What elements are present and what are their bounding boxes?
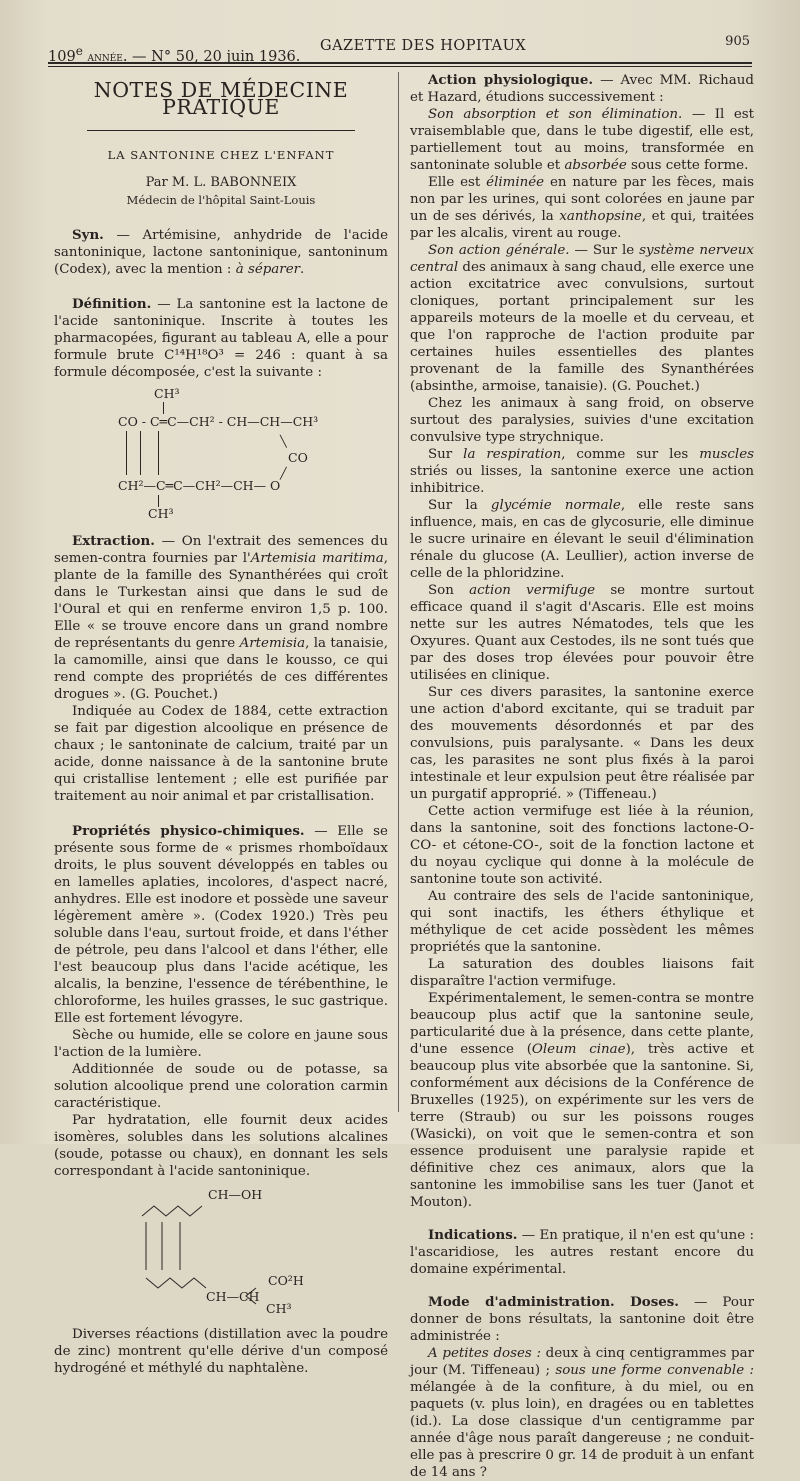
page-number: 905	[725, 34, 750, 49]
left-column	[54, 78, 388, 1377]
properties-paragraph-2: Sèche ou humide, elle se colore en jaune sous l'action de la lumière.	[54, 1028, 388, 1060]
vermifuge-paragraph: Son action vermifuge se montre surtout efficace quand il s'agit d'Ascaris. Elle est moins nette sur les autres Nématodes, tels que les Oxyures. Quant aux Cestodes, ils ne sont tués que par des doses trop élevées pour pouvoir être utilisées en clinique.	[410, 583, 754, 683]
general-action-paragraph: Son action générale. — Sur le système nerveux central des animaux à sang chaud, elle exerce une action excitatrice avec convulsions, surtout cloniques, portant principalement sur les appareils moteurs de la moelle et du cerveau, et que l'on rapproche de l'action produite par certaines huiles essentielles des plantes provenant de la famille des Synanthérées (absinthe, armoise, tanaisie). (G. Pouchet.)	[410, 243, 754, 394]
elimination-paragraph: Elle est éliminée en nature par les fèces, mais non par les urines, qui sont colorées en jaune par un de ses dérivés, la xanthopsine, et qui, traitées par les alcalis, virent au rouge.	[410, 175, 754, 241]
synonyms-paragraph: Syn. — Artémisine, anhydride de l'acide santoninique, lactone santoninique, santoninum (Codex), avec la mention : à séparer.	[54, 227, 388, 277]
properties-paragraph-3: Additionnée de soude ou de potasse, sa solution alcoolique prend une coloration carmin caractéristique.	[54, 1062, 388, 1111]
article-title: LA SANTONINE CHEZ L'ENFANT	[107, 148, 335, 162]
header-rule-thin	[48, 66, 752, 67]
administration-paragraph: Mode d'administration. Doses. — Pour donner de bons résultats, la santonine doit être administrée :	[410, 1294, 754, 1344]
article-author: Par M. L. BABONNEIX	[145, 175, 297, 190]
santonin-structural-formula: CH³ CO - C═C—CH² - CH—CH—CH³ ╲ CO ╱ CH²—C═C—CH²—CH— O CH³	[118, 386, 319, 521]
doses-paragraph: A petites doses : deux à cinq centigrammes par jour (M. Tiffeneau) ; sous une forme convenable : mélangée à de la confiture, à du miel, ou en paquets (v. plus loin), en dragées ou en tablettes (id.). La dose classique d'un centigramme par année d'âge nous paraît dangereuse ; ne conduit-elle pas à prescrire 0 gr. 14 de produit à un enfant de 14 ans ?	[410, 1346, 754, 1480]
properties-paragraph: Propriétés physico-chimiques. — Elle se présente sous forme de « prismes rhomboïdaux droits, le plus souvent développés en tables ou en lamelles aplaties, incolores, d'aspect nacré, anhydres. Elle est inodore et possède une saveur légèrement amère ». (Codex 1920.) Très peu soluble dans l'eau, surtout froide, et dans l'éther de pétrole, peu dans l'alcool et dans l'éther, elle l'est beaucoup plus dans l'acide acétique, les alcalis, la benzine, l'essence de térébenthine, le chloroforme, les huiles grasses, le suc gastrique. Elle est fortement lévogyre.	[54, 823, 388, 1026]
saturation-paragraph: La saturation des doubles liaisons fait disparaître l'action vermifuge.	[410, 957, 754, 989]
cold-blooded-paragraph: Chez les animaux à sang froid, on observe surtout des paralysies, suivies d'une excitation convulsive type strychnique.	[410, 396, 754, 445]
journal-name: GAZETTE DES HOPITAUX	[320, 38, 527, 54]
respiration-paragraph: Sur la respiration, comme sur les muscles striés ou lisses, la santonine exerce une action inhibitrice.	[410, 447, 754, 496]
action-paragraph: Action physiologique. — Avec MM. Richaud et Hazard, étudions successivement :	[410, 72, 754, 105]
indications-paragraph: Indications. — En pratique, il n'en est qu'une : l'ascaridiose, les autres restant encore du domaine expérimental.	[410, 1227, 754, 1277]
extraction-paragraph: Extraction. — On l'extrait des semences du semen-contra fournies par l'Artemisia maritima, plante de la famille des Synanthérées qui croît dans le Turkestan ainsi que dans le sud de l'Oural et qui en renferme environ 1,5 p. 100. Elle « se trouve encore dans un grand nombre de représentants du genre Artemisia, la tanaisie, la camomille, ainsi que dans le kousso, ce qui rend compte des propriétés de ces différentes drogues ». (G. Pouchet.)	[54, 533, 388, 702]
extraction-paragraph-2: Indiquée au Codex de 1884, cette extraction se fait par digestion alcoolique en présence de chaux ; le santoninate de calcium, traité par un acide, donne naissance à de la santonine brute qui cristallise lentement ; elle est purifiée par traitement au noir animal et par cristallisation.	[54, 704, 388, 804]
section-title: NOTES DE MÉDECINE PRATIQUE	[93, 78, 349, 119]
naphthalene-paragraph: Diverses réactions (distillation avec la poudre de zinc) montrent qu'elle dérive d'un composé hydrogéné et méthylé du naphtalène.	[54, 1327, 388, 1376]
issue-info: 109e année. — N° 50, 20 juin 1936.	[48, 44, 301, 65]
column-divider	[398, 72, 399, 1112]
title-rule	[87, 130, 355, 131]
contrary-paragraph: Au contraire des sels de l'acide santoninique, qui sont inactifs, les éthers éthylique et méthylique de cet acide possèdent les mêmes propriétés que la santonine.	[410, 889, 754, 955]
glycemia-paragraph: Sur la glycémie normale, elle reste sans influence, mais, en cas de glycosurie, elle diminue le sucre urinaire en élevant le seuil d'élimination rénale du glucose (A. Leullier), action inverse de celle de la phloridzine.	[410, 498, 754, 581]
definition-paragraph: Définition. — La santonine est la lactone de l'acide santoninique. Inscrite à toutes les pharmacopées, figurant au tableau A, elle a pour formule brute C¹⁴H¹⁸O³ = 246 : quant à sa formule décomposée, c'est la suivante :	[54, 296, 388, 380]
santoninic-acid-formula: CH—OH CO²H CH—CH CH³	[54, 1184, 388, 1314]
experimental-paragraph: Expérimentalement, le semen-contra se montre beaucoup plus actif que la santonine seule, particularité due à la présence, dans cette plante, d'une essence (Oleum cinae), très active et beaucoup plus vite absorbée que la santonine. Si, conformément aux décisions de la Conférence de Bruxelles (1925), on expérimente sur les vers de terre (Straub) ou sur les poissons rouges (Wasicki), on voit que le semen-contra et son essence produisent une paralysie rapide et définitive chez ces animaux, alors que la santonine les immobilise sans les tuer (Janot et Mouton).	[410, 991, 754, 1210]
author-affiliation: Médecin de l'hôpital Saint-Louis	[126, 193, 316, 207]
parasites-paragraph: Sur ces divers parasites, la santonine exerce une action d'abord excitante, qui se traduit par des mouvements désordonnés et par des convulsions, puis paralysante. « Dans les deux cas, les parasites ne sont plus fixés à la paroi intestinale et leur expulsion peut être réalisée par un purgatif approprié. » (Tiffeneau.)	[410, 685, 754, 802]
right-column	[410, 72, 754, 1481]
properties-paragraph-4: Par hydratation, elle fournit deux acides isomères, solubles dans les solutions alcalines (soude, potasse ou chaux), en donnant les sels correspondant à l'acide santoninique.	[54, 1113, 388, 1179]
reunion-paragraph: Cette action vermifuge est liée à la réunion, dans la santonine, soit des fonctions lactone-O-CO- et cétone-CO-, soit de la fonction lactone et du noyau cyclique qui donne à la molécule de santonine toute son activité.	[410, 804, 754, 887]
absorption-paragraph: Son absorption et son élimination. — Il est vraisemblable que, dans le tube digestif, elle est, partiellement tout au moins, transformée en santoninate soluble et absorbée sous cette forme.	[410, 107, 754, 173]
page-header	[48, 34, 750, 65]
header-rule	[48, 62, 752, 64]
